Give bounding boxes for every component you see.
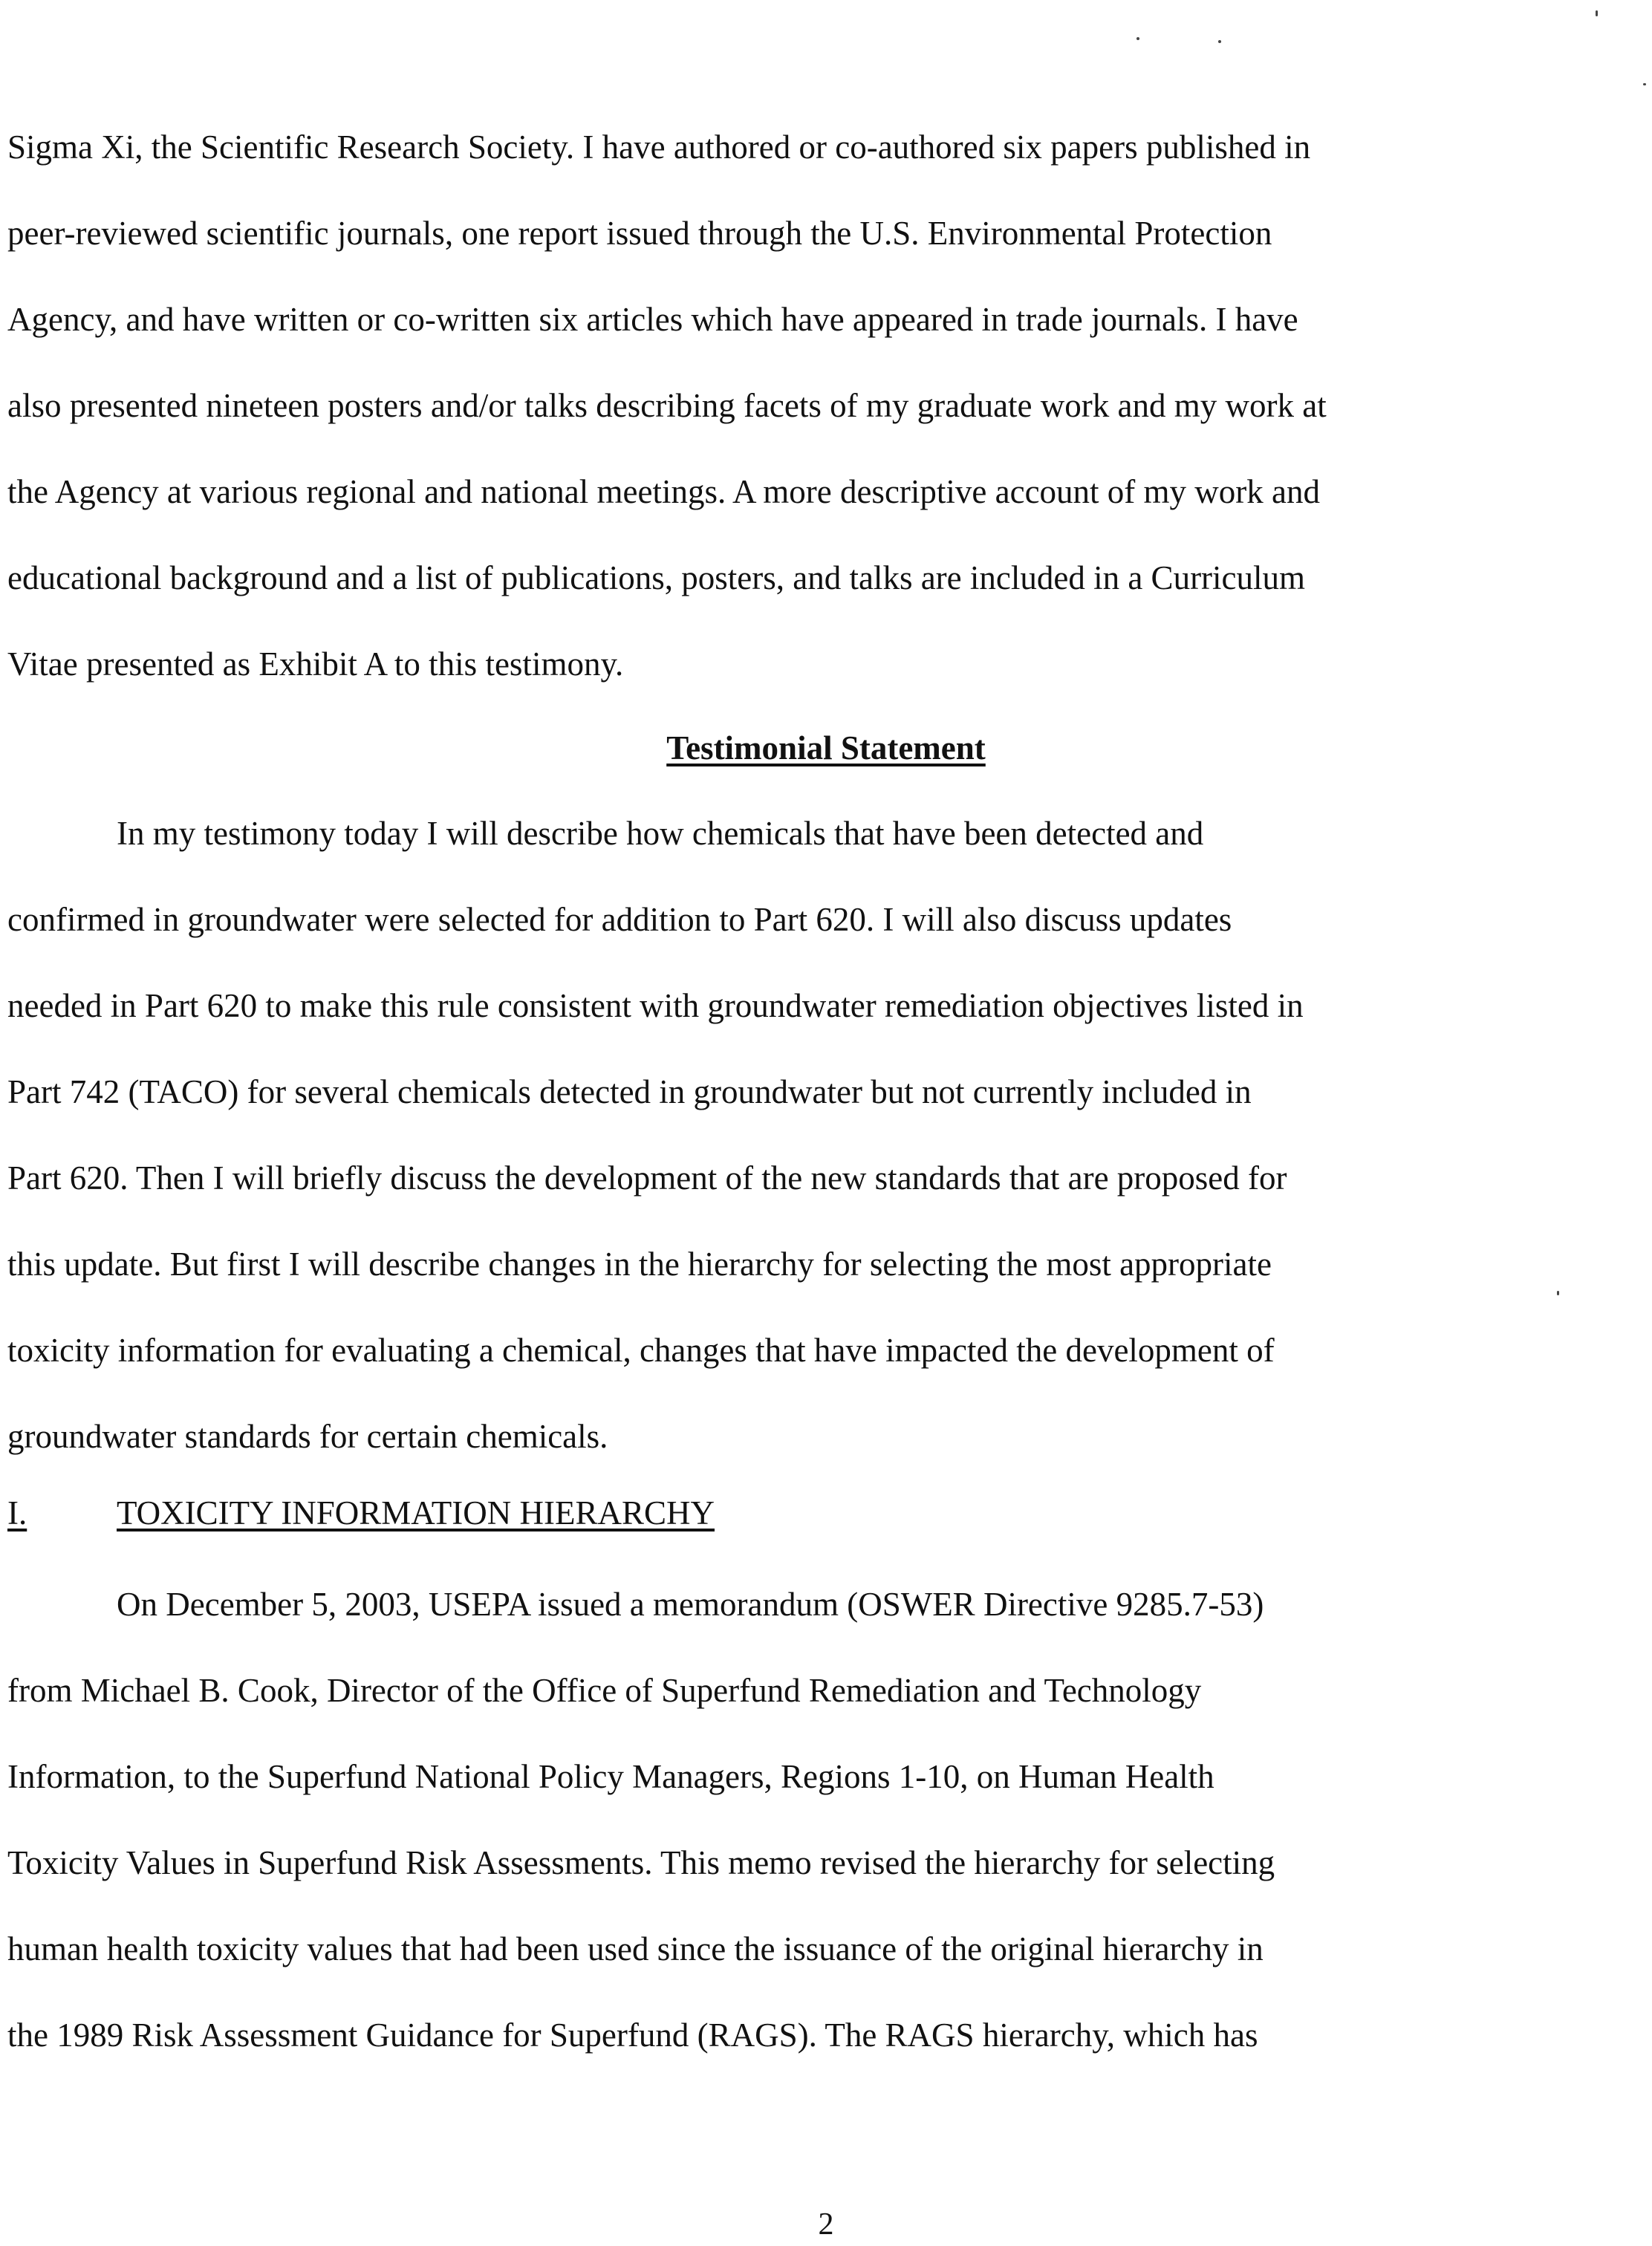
text-line: educational background and a list of publications, posters, and talks are included in a Curriculum [7, 559, 1306, 596]
section-heading: Testimonial Statement [666, 729, 986, 766]
text-line: Toxicity Values in Superfund Risk Assessments. This memo revised the hierarchy for selecting [7, 1844, 1275, 1881]
scan-speck [1136, 37, 1139, 40]
text-line: groundwater standards for certain chemicals. [7, 1418, 608, 1455]
section-title: TOXICITY INFORMATION HIERARCHY [117, 1494, 715, 1531]
text-line: this update. But first I will describe changes in the hierarchy for selecting the most appropriate [7, 1246, 1272, 1283]
page-number: 2 [818, 2207, 834, 2242]
scan-speck [1643, 83, 1646, 85]
text-line: Sigma Xi, the Scientific Research Society. I have authored or co-authored six papers published in [7, 128, 1311, 166]
text-line: On December 5, 2003, USEPA issued a memorandum (OSWER Directive 9285.7-53) [117, 1586, 1264, 1623]
text-line: Information, to the Superfund National Policy Managers, Regions 1-10, on Human Health [7, 1758, 1214, 1795]
text-line: Vitae presented as Exhibit A to this testimony. [7, 645, 624, 683]
text-line: Part 620. Then I will briefly discuss the development of the new standards that are proposed for [7, 1159, 1287, 1197]
text-line: the 1989 Risk Assessment Guidance for Superfund (RAGS). The RAGS hierarchy, which has [7, 2016, 1258, 2054]
text-line: human health toxicity values that had been used since the issuance of the original hierarchy in [7, 1930, 1264, 1967]
scan-speck [1557, 1291, 1559, 1295]
text-line: needed in Part 620 to make this rule consistent with groundwater remediation objectives listed in [7, 987, 1304, 1024]
scan-speck [1596, 10, 1598, 16]
text-line: In my testimony today I will describe how chemicals that have been detected and [117, 815, 1204, 852]
text-line: peer-reviewed scientific journals, one report issued through the U.S. Environmental Protection [7, 215, 1272, 252]
text-line: the Agency at various regional and national meetings. A more descriptive account of my work and [7, 473, 1320, 510]
text-line: Part 742 (TACO) for several chemicals detected in groundwater but not currently included in [7, 1073, 1252, 1110]
text-line: Agency, and have written or co-written six articles which have appeared in trade journals. I have [7, 301, 1298, 338]
scan-speck [1218, 40, 1221, 43]
text-line: also presented nineteen posters and/or talks describing facets of my graduate work and my work at [7, 387, 1327, 424]
text-line: toxicity information for evaluating a chemical, changes that have impacted the development of [7, 1332, 1275, 1369]
text-line: from Michael B. Cook, Director of the Office of Superfund Remediation and Technology [7, 1672, 1202, 1709]
text-line: confirmed in groundwater were selected for addition to Part 620. I will also discuss updates [7, 901, 1232, 938]
section-number: I. [7, 1494, 27, 1531]
